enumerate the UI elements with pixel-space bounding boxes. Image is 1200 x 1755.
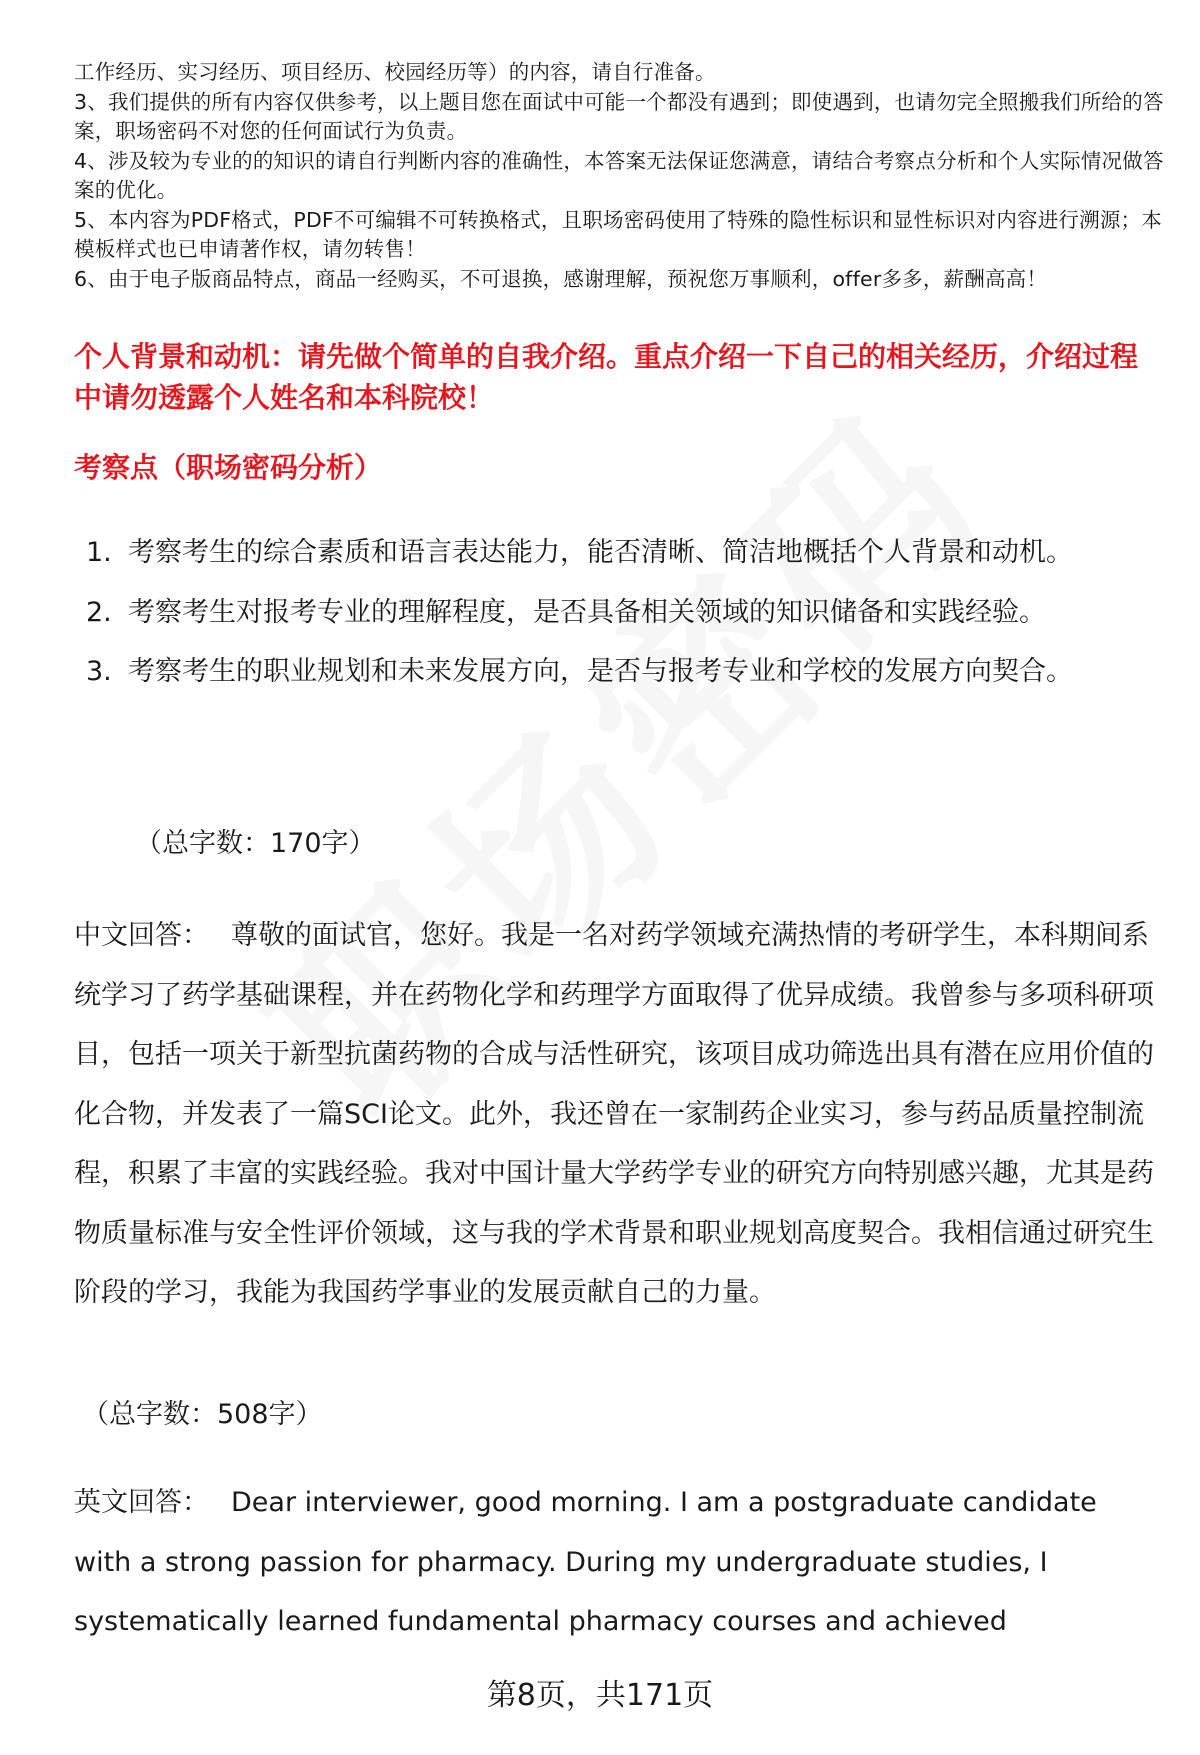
chinese-answer bbox=[74, 906, 1156, 1323]
note-item: 6、由于电子版商品特点，商品一经购买，不可退换，感谢理解，预祝您万事顺利，offer多多，薪酬高高！ bbox=[74, 266, 1048, 291]
notes-section bbox=[74, 58, 1164, 294]
note-item: 工作经历、实习经历、项目经历、校园经历等）的内容，请自行准备。 bbox=[74, 60, 716, 84]
answer-text: Dear interviewer, good morning. I am a postgraduate candidate with a strong passion for pharmacy. During my undergraduate studies, I systematically learned fundamental pharmacy courses and achieved bbox=[74, 1487, 1097, 1637]
list-text: 考察考生的职业规划和未来发展方向，是否与报考专业和学校的发展方向契合。 bbox=[128, 656, 1073, 687]
word-count: （总字数：508字） bbox=[82, 1399, 323, 1430]
page-number: 第8页，共171页 bbox=[486, 1678, 714, 1713]
list-number: 1. bbox=[86, 537, 112, 568]
answer-label: 中文回答： bbox=[74, 920, 209, 951]
list-number: 3. bbox=[86, 656, 112, 687]
english-answer bbox=[74, 1473, 1156, 1652]
points-title: 考察点（职场密码分析） bbox=[74, 451, 383, 484]
note-item: 4、涉及较为专业的的知识的请自行判断内容的准确性，本答案无法保证您满意，请结合考察点分析和个人实际情况做答案的优化。 bbox=[74, 148, 1164, 202]
list-item bbox=[74, 642, 1134, 702]
list-text: 考察考生对报考专业的理解程度，是否具备相关领域的知识储备和实践经验。 bbox=[128, 596, 1046, 628]
note-item: 3、我们提供的所有内容仅供参考，以上题目您在面试中可能一个都没有遇到；即使遇到，也请勿完全照搬我们所给的答案，职场密码不对您的任何面试行为负责。 bbox=[74, 89, 1164, 143]
list-item bbox=[74, 523, 1134, 583]
list-item bbox=[74, 583, 1134, 643]
answer-label: 英文回答： bbox=[74, 1487, 209, 1518]
question-heading: 个人背景和动机：请先做个简单的自我介绍。重点介绍一下自己的相关经历，介绍过程中请勿透露个人姓名和本科院校！ bbox=[74, 340, 1139, 414]
list-number: 2. bbox=[86, 596, 112, 628]
note-item: 5、本内容为PDF格式，PDF不可编辑不可转换格式，且职场密码使用了特殊的隐性标识和显性标识对内容进行溯源；本模板样式也已申请著作权，请勿转售！ bbox=[74, 207, 1162, 261]
assessment-points-list bbox=[74, 523, 1134, 702]
list-text: 考察考生的综合素质和语言表达能力，能否清晰、简洁地概括个人背景和动机。 bbox=[128, 537, 1073, 568]
word-count: （总字数：170字） bbox=[135, 828, 376, 859]
answer-text: 尊敬的面试官，您好。我是一名对药学领域充满热情的考研学生，本科期间系统学习了药学基础课程，并在药物化学和药理学方面取得了优异成绩。我曾参与多项科研项目，包括一项关于新型抗菌药物的合成与活性研究，该项目成功筛选出具有潜在应用价值的化合物，并发表了一篇SCI论文。此外，我还曾在一家制药企业实习，参与药品质量控制流程，积累了丰富的实践经验。我对中国计量大学药学专业的研究方向特别感兴趣，尤其是药物质量标准与安全性评价领域，这与我的学术背景和职业规划高度契合。我相信通过研究生阶段的学习，我能为我国药学事业的发展贡献自己的力量。 bbox=[74, 920, 1154, 1308]
